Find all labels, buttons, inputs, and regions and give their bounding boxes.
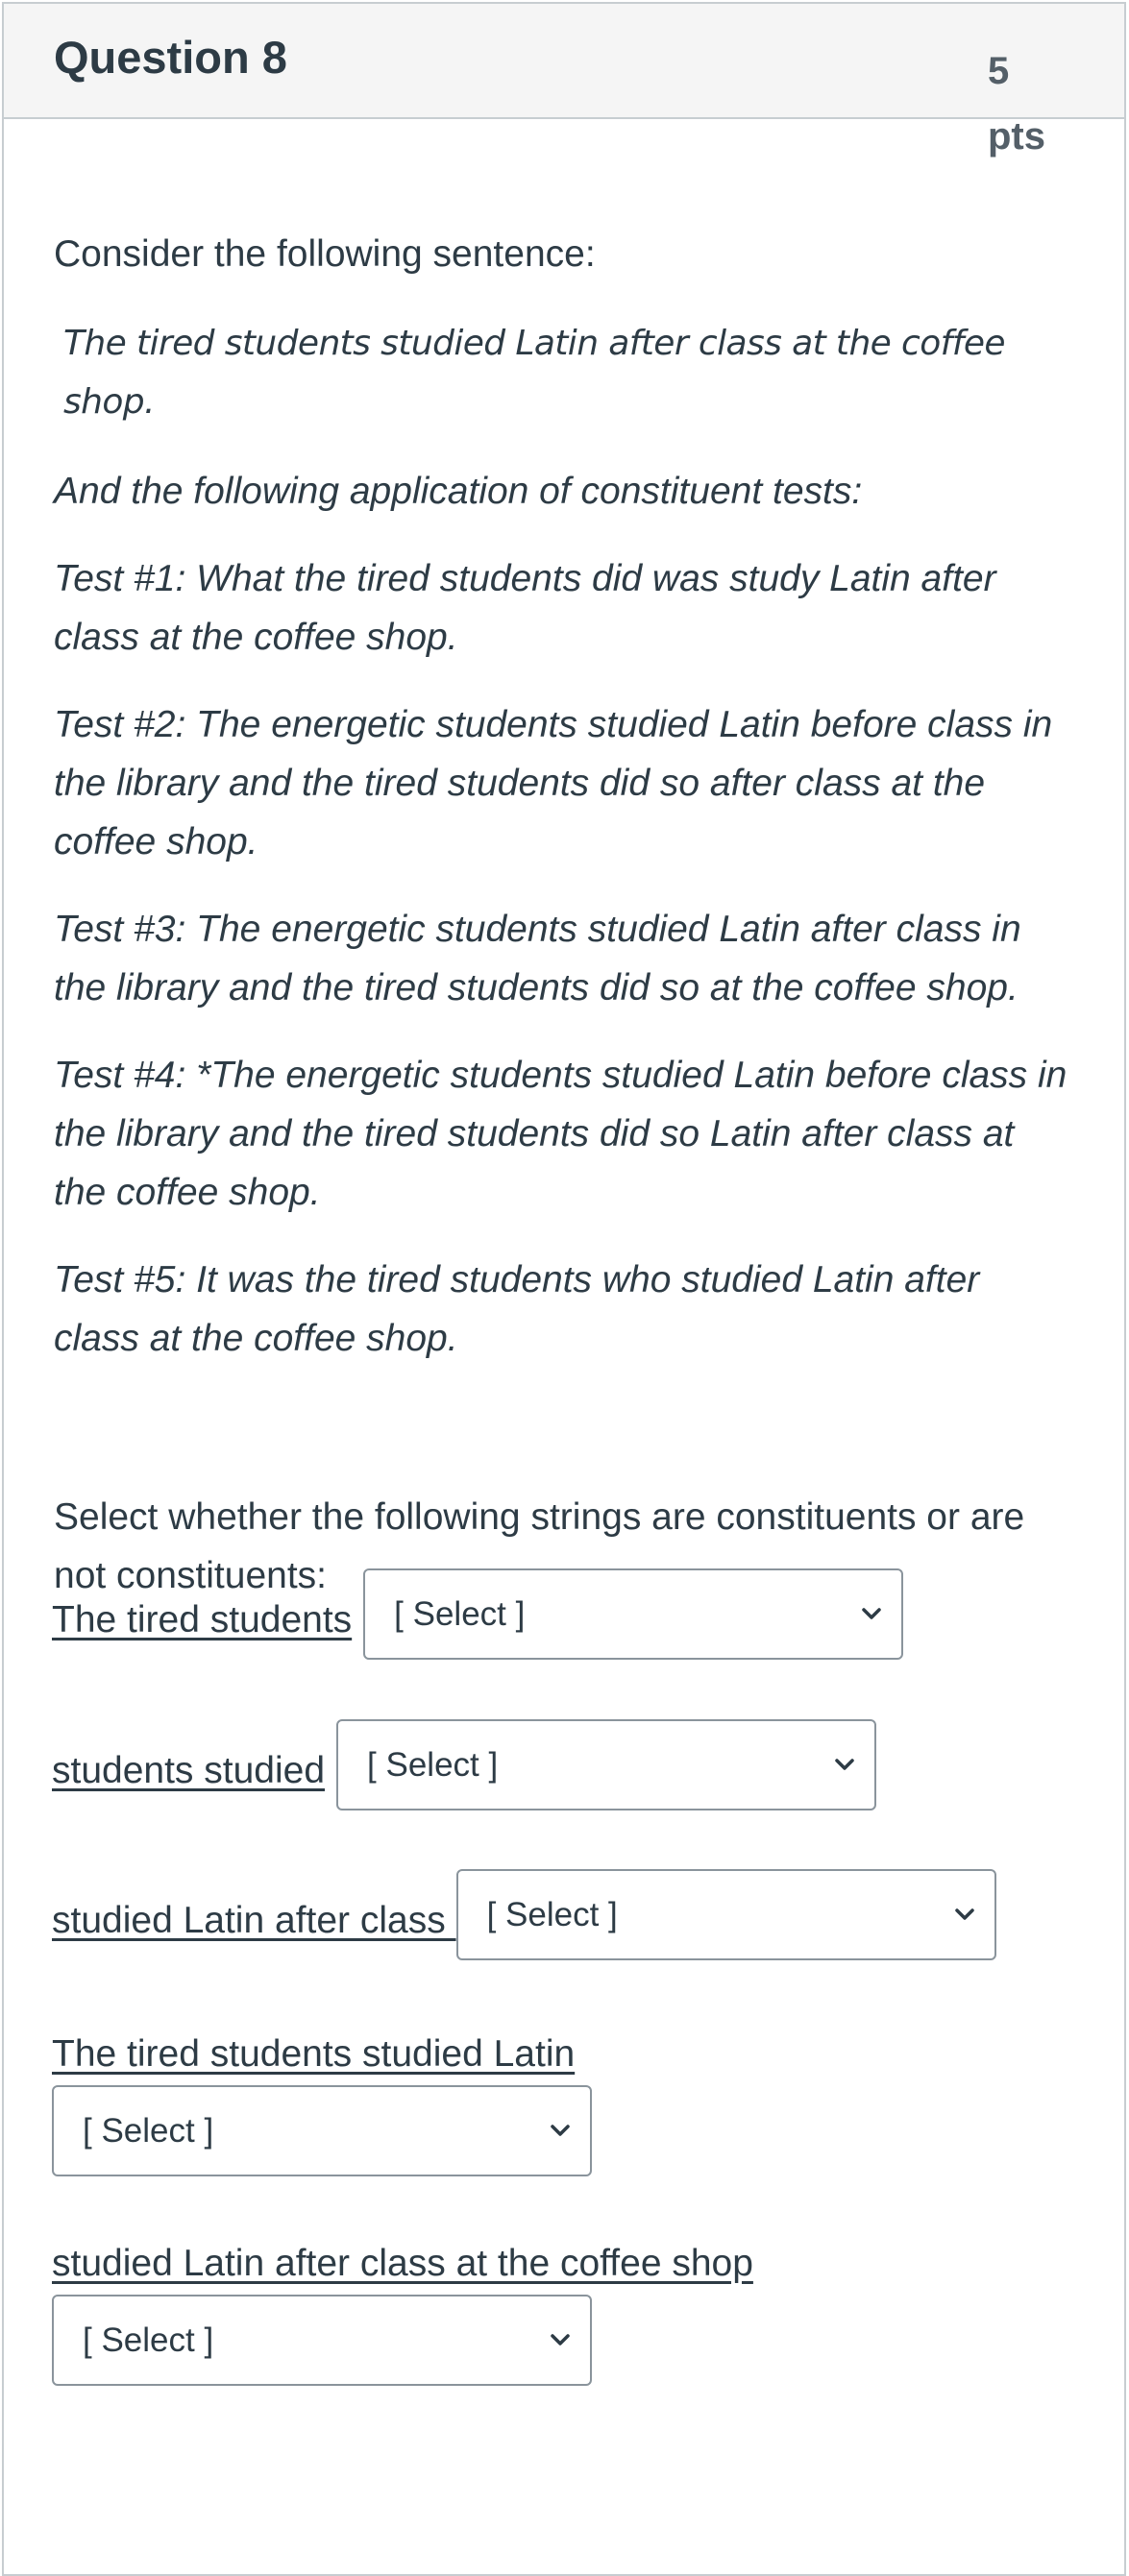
answer-row-5 [52, 2243, 753, 2386]
answer-row-2 [52, 1731, 876, 1810]
chevron-down-icon [954, 1904, 975, 1925]
select-value: [ Select ] [83, 2111, 214, 2150]
chevron-down-icon [834, 1754, 855, 1775]
answer-select-3[interactable] [456, 1869, 996, 1960]
tests-intro: And the following application of constituent tests: [54, 471, 863, 512]
test-4: Test #4: *The energetic students studied Latin before class in the library and the tired students did so Latin after class at the coffee shop. [54, 1055, 1068, 1213]
select-value: [ Select ] [367, 1745, 499, 1784]
test-5: Test #5: It was the tired students who studied Latin after class at the coffee shop. [54, 1259, 980, 1359]
phrase-label: studied Latin after class at the coffee shop [52, 2243, 753, 2284]
question-points: 5 pts [988, 50, 1045, 158]
question-body [4, 225, 1124, 1605]
chevron-down-icon [861, 1603, 882, 1624]
question-card [2, 2, 1126, 2576]
select-instructions: Select whether the following strings are constituents or are not constituents: [54, 1496, 1025, 1596]
answer-select-2[interactable] [336, 1719, 876, 1810]
answer-row-1 [52, 1580, 903, 1660]
phrase-label: students studied [52, 1749, 326, 1791]
chevron-down-icon [550, 2120, 571, 2141]
select-value: [ Select ] [486, 1895, 618, 1933]
phrase-label: The tired students studied Latin [52, 2033, 576, 2075]
select-value: [ Select ] [83, 2321, 214, 2359]
test-1: Test #1: What the tired students did was study Latin after class at the coffee shop. [54, 558, 996, 658]
phrase-label: The tired students [52, 1598, 353, 1640]
test-2: Test #2: The energetic students studied Latin before class in the library and the tired students did so after class at the coffee shop. [54, 704, 1053, 863]
intro-text: Consider the following sentence: [54, 233, 596, 275]
test-3: Test #3: The energetic students studied Latin after class in the library and the tired students did so at the coffee shop. [54, 909, 1021, 1009]
answer-select-4[interactable] [52, 2085, 592, 2176]
question-title: Question 8 [54, 32, 287, 83]
answer-select-5[interactable] [52, 2295, 592, 2386]
chevron-down-icon [550, 2329, 571, 2350]
example-sentence: The tired students studied Latin after class at the coffee shop. [63, 324, 1005, 422]
answer-row-3 [52, 1881, 996, 1960]
answer-select-1[interactable] [363, 1568, 903, 1660]
question-header [4, 4, 1124, 158]
select-value: [ Select ] [394, 1594, 526, 1633]
answer-row-4 [52, 2033, 592, 2176]
phrase-label: studied Latin after class [52, 1899, 456, 1941]
